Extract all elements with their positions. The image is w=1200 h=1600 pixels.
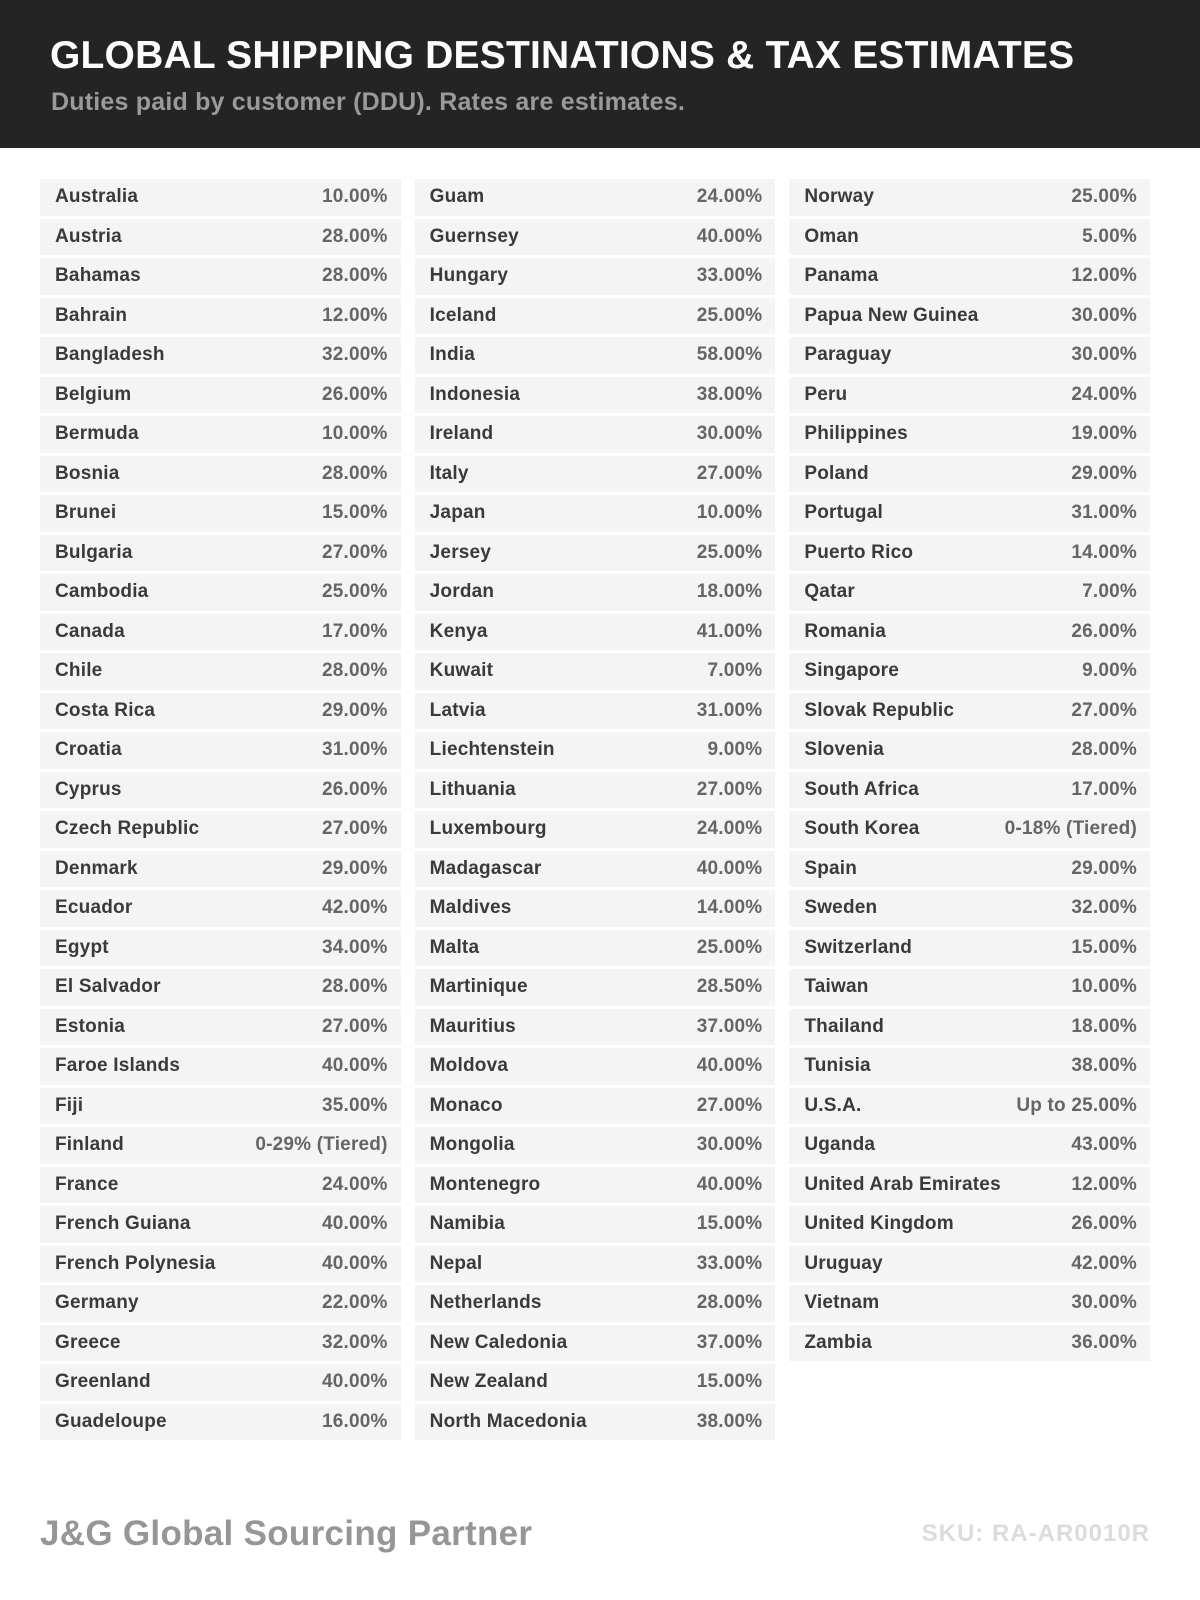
table-row <box>40 1404 401 1441</box>
tax-rate: 26.00% <box>1071 620 1137 642</box>
table-row <box>415 574 776 611</box>
table-row <box>415 930 776 967</box>
country-name: Portugal <box>804 502 883 524</box>
country-name: Faroe Islands <box>55 1055 181 1077</box>
country-name: Austria <box>55 225 122 247</box>
table-row <box>40 1325 401 1362</box>
table-row <box>789 732 1150 769</box>
country-name: Italy <box>429 462 469 484</box>
country-name: Greenland <box>55 1371 151 1393</box>
table-row <box>789 179 1150 216</box>
header-banner <box>0 0 1200 148</box>
country-name: Cyprus <box>55 778 122 800</box>
country-name: Japan <box>429 502 486 524</box>
table-row <box>789 456 1150 493</box>
country-name: Bulgaria <box>55 541 133 563</box>
tax-rate: 31.00% <box>696 699 763 721</box>
tax-rate: 26.00% <box>322 778 388 800</box>
country-name: South Africa <box>804 778 919 800</box>
country-name: Fiji <box>55 1094 84 1116</box>
tax-rate: 25.00% <box>696 304 763 326</box>
country-name: Panama <box>804 265 879 287</box>
table-row <box>415 219 776 256</box>
tax-rate: 30.00% <box>1071 304 1137 326</box>
country-name: Qatar <box>804 581 855 603</box>
country-name: French Polynesia <box>55 1252 216 1274</box>
tax-rate: 5.00% <box>1082 225 1137 247</box>
country-name: Thailand <box>804 1015 885 1037</box>
tax-rate: 42.00% <box>322 897 388 919</box>
country-name: Slovenia <box>804 739 885 761</box>
country-name: Germany <box>55 1292 139 1314</box>
country-name: Maldives <box>429 897 512 919</box>
table-row <box>789 1127 1150 1164</box>
table-row <box>789 772 1150 809</box>
table-row <box>40 495 401 532</box>
table-row <box>40 1127 401 1164</box>
country-name: Uruguay <box>804 1252 883 1274</box>
table-row <box>789 1206 1150 1243</box>
table-row <box>40 614 401 651</box>
table-row <box>40 298 401 335</box>
tax-rate: 25.00% <box>696 936 763 958</box>
table-row <box>415 258 776 295</box>
rate-column-3 <box>789 179 1150 1364</box>
table-row <box>789 337 1150 374</box>
table-row <box>40 890 401 927</box>
tax-rate: 28.00% <box>322 976 388 998</box>
table-row <box>789 1048 1150 1085</box>
country-name: French Guiana <box>55 1213 191 1235</box>
tax-rate: 28.00% <box>322 265 388 287</box>
tax-rate: 40.00% <box>322 1055 388 1077</box>
country-name: Liechtenstein <box>429 739 555 761</box>
country-name: Montenegro <box>429 1173 541 1195</box>
country-name: Cambodia <box>55 581 149 603</box>
country-name: Peru <box>804 383 848 405</box>
country-name: Ireland <box>429 423 494 445</box>
country-name: New Zealand <box>429 1371 548 1393</box>
table-row <box>415 416 776 453</box>
tax-rate: 15.00% <box>322 502 388 524</box>
tax-rate: 25.00% <box>322 581 388 603</box>
country-name: Taiwan <box>804 976 869 998</box>
country-name: Monaco <box>429 1094 503 1116</box>
country-name: South Korea <box>804 818 920 840</box>
tax-rate: 41.00% <box>696 620 763 642</box>
tax-rate: 15.00% <box>696 1371 763 1393</box>
table-row <box>40 653 401 690</box>
rate-column-1 <box>40 179 401 1443</box>
table-row <box>415 969 776 1006</box>
tax-rate: 17.00% <box>322 620 388 642</box>
table-row <box>40 258 401 295</box>
tax-rate: Up to 25.00% <box>1016 1094 1137 1116</box>
table-row <box>40 337 401 374</box>
country-name: Sweden <box>804 897 878 919</box>
tax-rate: 29.00% <box>322 699 388 721</box>
country-name: Brunei <box>55 502 117 524</box>
rates-table <box>0 148 1200 1443</box>
table-row <box>415 1127 776 1164</box>
country-name: Jersey <box>429 541 492 563</box>
tax-rate: 37.00% <box>696 1331 763 1353</box>
table-row <box>40 1167 401 1204</box>
tax-rate: 27.00% <box>1071 699 1137 721</box>
tax-rate: 24.00% <box>1071 383 1137 405</box>
country-name: Mongolia <box>429 1134 515 1156</box>
tax-rate: 9.00% <box>707 739 763 761</box>
tax-rate: 30.00% <box>696 1134 763 1156</box>
table-row <box>415 890 776 927</box>
country-name: North Macedonia <box>429 1410 587 1432</box>
country-name: Guadeloupe <box>55 1410 167 1432</box>
tax-rate: 10.00% <box>1071 976 1137 998</box>
table-row <box>789 298 1150 335</box>
table-row <box>789 890 1150 927</box>
tax-rate: 36.00% <box>1071 1331 1137 1353</box>
country-name: Chile <box>55 660 103 682</box>
tax-rate: 40.00% <box>696 857 763 879</box>
country-name: United Kingdom <box>804 1213 954 1235</box>
table-row <box>415 732 776 769</box>
country-name: Madagascar <box>429 857 542 879</box>
tax-rate: 30.00% <box>696 423 763 445</box>
table-row <box>40 1088 401 1125</box>
tax-rate: 40.00% <box>322 1371 388 1393</box>
tax-rate: 28.00% <box>1071 739 1137 761</box>
table-row <box>40 1206 401 1243</box>
tax-rate: 12.00% <box>1071 1173 1137 1195</box>
table-row <box>789 614 1150 651</box>
country-name: Norway <box>804 186 875 208</box>
tax-rate: 12.00% <box>322 304 388 326</box>
tax-rate: 27.00% <box>696 462 763 484</box>
country-name: New Caledonia <box>429 1331 568 1353</box>
table-row <box>415 693 776 730</box>
country-name: Bahrain <box>55 304 128 326</box>
country-name: Belgium <box>55 383 132 405</box>
tax-rate: 10.00% <box>322 186 388 208</box>
country-name: Kuwait <box>429 660 494 682</box>
country-name: Iceland <box>429 304 497 326</box>
country-name: Tunisia <box>804 1055 871 1077</box>
table-row <box>415 535 776 572</box>
country-name: Egypt <box>55 936 109 958</box>
country-name: Romania <box>804 620 886 642</box>
country-name: U.S.A. <box>804 1094 862 1116</box>
country-name: Martinique <box>429 976 528 998</box>
tax-rate: 26.00% <box>1071 1213 1137 1235</box>
table-row <box>415 851 776 888</box>
country-name: Luxembourg <box>429 818 547 840</box>
tax-rate: 32.00% <box>1071 897 1137 919</box>
brand-name: J&G Global Sourcing Partner <box>40 1514 533 1553</box>
country-name: Estonia <box>55 1015 126 1037</box>
tax-rate: 7.00% <box>707 660 763 682</box>
tax-rate: 27.00% <box>696 778 763 800</box>
country-name: Switzerland <box>804 936 913 958</box>
tax-rate: 7.00% <box>1082 581 1137 603</box>
tax-rate: 37.00% <box>696 1015 763 1037</box>
table-row <box>40 969 401 1006</box>
tax-rate: 27.00% <box>322 1015 388 1037</box>
country-name: Bahamas <box>55 265 141 287</box>
tax-rate: 28.50% <box>696 976 763 998</box>
tax-rate: 25.00% <box>696 541 763 563</box>
tax-rate: 15.00% <box>696 1213 763 1235</box>
tax-rate: 35.00% <box>322 1094 388 1116</box>
table-row <box>789 416 1150 453</box>
country-name: Singapore <box>804 660 900 682</box>
table-row <box>789 969 1150 1006</box>
country-name: India <box>429 344 475 366</box>
country-name: Bangladesh <box>55 344 165 366</box>
tax-rate: 14.00% <box>1071 541 1137 563</box>
table-row <box>789 653 1150 690</box>
tax-rate: 22.00% <box>322 1292 388 1314</box>
table-row <box>789 693 1150 730</box>
tax-rate: 26.00% <box>322 383 388 405</box>
table-row <box>789 535 1150 572</box>
tax-rate: 29.00% <box>1071 857 1137 879</box>
country-name: Slovak Republic <box>804 699 955 721</box>
table-row <box>415 456 776 493</box>
country-name: Netherlands <box>429 1292 542 1314</box>
tax-rate: 40.00% <box>696 1173 763 1195</box>
country-name: Malta <box>429 936 480 958</box>
tax-rate: 33.00% <box>696 1252 763 1274</box>
table-row <box>415 1048 776 1085</box>
tax-rate: 16.00% <box>322 1410 388 1432</box>
table-row <box>415 614 776 651</box>
country-name: Moldova <box>429 1055 509 1077</box>
tax-rate: 33.00% <box>696 265 763 287</box>
page-subtitle: Duties paid by customer (DDU). Rates are estimates. <box>51 88 686 116</box>
table-row <box>415 1088 776 1125</box>
tax-rate: 34.00% <box>322 936 388 958</box>
tax-rate: 24.00% <box>696 818 763 840</box>
country-name: Australia <box>55 186 139 208</box>
tax-rate: 24.00% <box>696 186 763 208</box>
tax-rate: 32.00% <box>322 344 388 366</box>
country-name: Bosnia <box>55 462 120 484</box>
table-row <box>789 851 1150 888</box>
country-name: Croatia <box>55 739 122 761</box>
table-row <box>40 930 401 967</box>
table-row <box>415 1167 776 1204</box>
table-row <box>415 1325 776 1362</box>
country-name: Uganda <box>804 1134 876 1156</box>
table-row <box>789 574 1150 611</box>
tax-rate: 25.00% <box>1071 186 1137 208</box>
table-row <box>40 1048 401 1085</box>
table-row <box>789 1167 1150 1204</box>
table-row <box>40 772 401 809</box>
table-row <box>40 1009 401 1046</box>
country-name: Nepal <box>429 1252 483 1274</box>
table-row <box>40 219 401 256</box>
table-row <box>415 1246 776 1283</box>
tax-rate: 42.00% <box>1071 1252 1137 1274</box>
table-row <box>415 377 776 414</box>
country-name: France <box>55 1173 119 1195</box>
tax-rate: 38.00% <box>1071 1055 1137 1077</box>
page-title: GLOBAL SHIPPING DESTINATIONS & TAX ESTIMATES <box>50 34 1075 77</box>
tax-rate: 0-18% (Tiered) <box>1004 818 1137 840</box>
tax-rate: 28.00% <box>322 225 388 247</box>
table-row <box>789 258 1150 295</box>
tax-rate: 19.00% <box>1071 423 1137 445</box>
table-row <box>415 179 776 216</box>
country-name: Greece <box>55 1331 121 1353</box>
tax-rate: 29.00% <box>322 857 388 879</box>
table-row <box>40 416 401 453</box>
tax-rate: 31.00% <box>1071 502 1137 524</box>
country-name: Philippines <box>804 423 908 445</box>
table-row <box>40 179 401 216</box>
sku-label: SKU: RA-AR0010R <box>921 1520 1150 1547</box>
country-name: Costa Rica <box>55 699 156 721</box>
table-row <box>415 1285 776 1322</box>
table-row <box>415 1404 776 1441</box>
country-name: Namibia <box>429 1213 505 1235</box>
country-name: United Arab Emirates <box>804 1173 1001 1195</box>
country-name: Finland <box>55 1134 124 1156</box>
country-name: Indonesia <box>429 383 521 405</box>
tax-rate: 40.00% <box>322 1213 388 1235</box>
tax-rate: 29.00% <box>1071 462 1137 484</box>
tax-rate: 14.00% <box>696 897 763 919</box>
table-row <box>789 219 1150 256</box>
tax-rate: 10.00% <box>322 423 388 445</box>
country-name: Jordan <box>429 581 495 603</box>
tax-rate: 10.00% <box>696 502 763 524</box>
tax-rate: 15.00% <box>1071 936 1137 958</box>
tax-rate: 40.00% <box>696 1055 763 1077</box>
table-row <box>789 1246 1150 1283</box>
table-row <box>789 930 1150 967</box>
country-name: Vietnam <box>804 1292 880 1314</box>
table-row <box>415 337 776 374</box>
table-row <box>789 1285 1150 1322</box>
country-name: Canada <box>55 620 125 642</box>
table-row <box>40 377 401 414</box>
table-row <box>789 811 1150 848</box>
tax-rate: 30.00% <box>1071 344 1137 366</box>
table-row <box>415 1364 776 1401</box>
table-row <box>40 574 401 611</box>
tax-rate: 40.00% <box>696 225 763 247</box>
tax-rate: 0-29% (Tiered) <box>255 1134 388 1156</box>
country-name: El Salvador <box>55 976 161 998</box>
tax-rate: 40.00% <box>322 1252 388 1274</box>
tax-rate: 27.00% <box>322 541 388 563</box>
table-row <box>415 772 776 809</box>
tax-rate: 31.00% <box>322 739 388 761</box>
country-name: Ecuador <box>55 897 133 919</box>
tax-rate: 43.00% <box>1071 1134 1137 1156</box>
tax-rate: 18.00% <box>1071 1015 1137 1037</box>
table-row <box>415 495 776 532</box>
country-name: Latvia <box>429 699 486 721</box>
table-row <box>789 377 1150 414</box>
country-name: Guam <box>429 186 485 208</box>
table-row <box>789 495 1150 532</box>
tax-rate: 27.00% <box>322 818 388 840</box>
table-row <box>40 851 401 888</box>
table-row <box>415 811 776 848</box>
country-name: Papua New Guinea <box>804 304 979 326</box>
tax-rate: 28.00% <box>322 660 388 682</box>
footer <box>40 1514 1150 1554</box>
country-name: Bermuda <box>55 423 139 445</box>
table-row <box>40 693 401 730</box>
tax-rate: 9.00% <box>1082 660 1137 682</box>
table-row <box>40 1246 401 1283</box>
table-row <box>415 1009 776 1046</box>
country-name: Paraguay <box>804 344 892 366</box>
table-row <box>415 298 776 335</box>
tax-rate: 17.00% <box>1071 778 1137 800</box>
tax-rate: 12.00% <box>1071 265 1137 287</box>
table-row <box>40 811 401 848</box>
tax-rate: 30.00% <box>1071 1292 1137 1314</box>
table-row <box>40 1285 401 1322</box>
tax-rate: 28.00% <box>322 462 388 484</box>
tax-rate: 58.00% <box>696 344 763 366</box>
rate-column-2 <box>415 179 776 1443</box>
country-name: Kenya <box>429 620 488 642</box>
country-name: Hungary <box>429 265 509 287</box>
country-name: Puerto Rico <box>804 541 914 563</box>
country-name: Mauritius <box>429 1015 516 1037</box>
table-row <box>40 535 401 572</box>
country-name: Guernsey <box>429 225 519 247</box>
tax-rate: 28.00% <box>696 1292 763 1314</box>
tax-rate: 32.00% <box>322 1331 388 1353</box>
country-name: Poland <box>804 462 869 484</box>
country-name: Oman <box>804 225 859 247</box>
tax-rate: 38.00% <box>696 383 763 405</box>
tax-rate: 24.00% <box>322 1173 388 1195</box>
country-name: Spain <box>804 857 858 879</box>
country-name: Czech Republic <box>55 818 200 840</box>
table-row <box>789 1088 1150 1125</box>
table-row <box>789 1009 1150 1046</box>
tax-rate: 27.00% <box>696 1094 763 1116</box>
table-row <box>40 1364 401 1401</box>
tax-rate: 38.00% <box>696 1410 763 1432</box>
table-row <box>789 1325 1150 1362</box>
table-row <box>415 653 776 690</box>
country-name: Zambia <box>804 1331 873 1353</box>
table-row <box>40 732 401 769</box>
tax-rate: 18.00% <box>696 581 763 603</box>
table-row <box>415 1206 776 1243</box>
country-name: Denmark <box>55 857 138 879</box>
country-name: Lithuania <box>429 778 516 800</box>
table-row <box>40 456 401 493</box>
